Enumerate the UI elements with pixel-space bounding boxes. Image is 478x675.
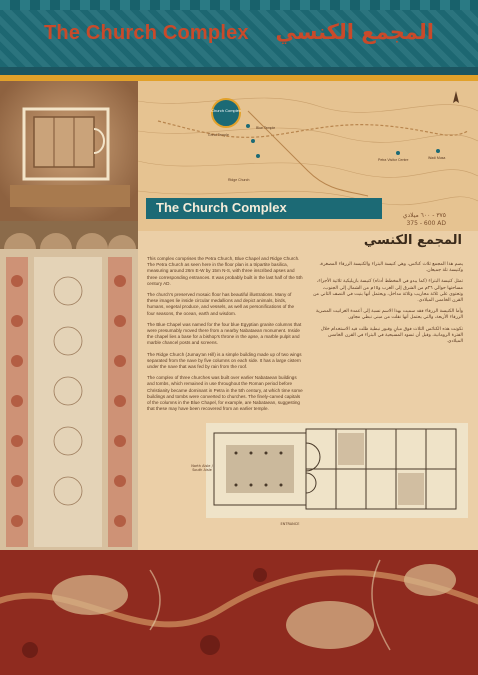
- arabic-heading: المجمع الكنسي: [363, 233, 462, 248]
- english-paragraph: This complex comprises the Petra Church, Blue Chapel and Ridge Church. The Petra Church as seen here in the floor plan is a tripartite basilica, measuring around 26m E-W by 15m N-S, with three inscribed apses and three corresponding entrances. It was probably built in the last half of the 5th century AD.: [147, 256, 303, 286]
- date-range: [403, 212, 446, 228]
- english-paragraph: The Ridge Church (Jumay'an Hill) is a simple building made up of two wings separated from the nave by five columns on each side. It has a large cistern under the nave that was fed by rain from the roof.: [147, 351, 302, 370]
- arabic-paragraph: وأما الكنيسة الزرقاء فقد سميت بهذا الاسم نسبة إلى أعمدة الغرانيت المصرية الزرقاء الأربعة، والتي يحتمل أنها نقلت من مبنى نبطي مجاور.: [315, 309, 463, 321]
- floor-plan: [206, 423, 468, 518]
- date-range-english: 375 - 600 AD: [406, 220, 446, 227]
- map-label-visitor-centre: Petra Visitor Centre: [378, 158, 409, 162]
- arabic-paragraph: تكونت هذه الكنائس الثلاث فوق مبانٍ وقبور نبطية ظلت قيد الاستخدام خلال الفترة الرومانية، وقبل أن تسود المسيحية في البتراء في القرن الخامس الميلادي.: [320, 326, 463, 345]
- plan-label-aisles: North Aisle / South Aisle: [191, 464, 213, 472]
- english-text-column: [147, 256, 303, 417]
- plan-label-entrance: ENTRANCE: [280, 522, 300, 526]
- map-label-wadi-musa: Wadi Musa: [428, 156, 446, 160]
- map-inset-label: Church Complex: [211, 108, 241, 113]
- arabic-text-column: [313, 262, 463, 350]
- map-label-ridge-church: Ridge Church: [228, 178, 250, 182]
- aerial-photo: [0, 81, 138, 221]
- header-band: [0, 0, 478, 75]
- date-range-arabic: ٣٧٥ - ٦٠٠ ميلادي: [402, 212, 446, 219]
- english-paragraph: The church's preserved mosaic floor has beautiful illustrations. Many of these images lie inside circular medallions and depict animals, birds, humans, vegetal produce, and vessels, as well as personifications of the four seasons, the ocean, earth and wisdom.: [147, 292, 295, 316]
- english-paragraph: The Blue Chapel was named for the four blue Egyptian granite columns that were presumably moved there from a nearby Nabataean monument. Inside the chapel lies a base for a bishop's throne in the apse, a marble pulpit and marble chancel posts and screens.: [147, 321, 302, 346]
- header-pattern-bottom: [0, 67, 478, 75]
- mosaic-wall-photo: [0, 221, 138, 550]
- section-banner-title: The Church Complex: [156, 200, 287, 215]
- arabic-paragraph: يضم هذا المجمع ثلاث كنائس، وهي كنيسة البتراء والكنيسة الزرقاء المصغرة، وكنيسة تلة جميعان.: [319, 262, 463, 274]
- map-label-great-temple: Great Temple: [208, 133, 229, 137]
- header-pattern-top: [0, 0, 478, 10]
- mosaic-floor-photo: [0, 550, 478, 675]
- english-paragraph: The complex of three churches was built over earlier Nabataean buildings and tombs, which remained in use throughout the Roman period before Christianity became dominant in Petra in the 5th century, at which time some buildings and tombs were converted to churches. The finely-carved capitals of the columns in the Blue Chapel, for example, are Nabataean, suggesting that these may have been recovered from an earlier temple.: [147, 375, 303, 412]
- page-title-english: The Church Complex: [44, 22, 249, 44]
- arabic-paragraph: تمثل كنيسة البتراء (كما يبدو في المخطط أدناه) كنيسة بازيليكية ثلاثية الأجزاء، مساحتها حوالي ٢٦م من الشرق إلى الغرب و١٥م من الشمال إلى الجنوب، وتحتوي على ثلاثة محاريب وثلاثة مداخل، ويحتمل أنها بنيت في النصف الثاني من القرن الخامس الميلادي.: [313, 279, 463, 304]
- map-label-blue-temple: Blue Temple: [256, 126, 276, 130]
- page-title-arabic: المجمع الكنسي: [275, 20, 434, 44]
